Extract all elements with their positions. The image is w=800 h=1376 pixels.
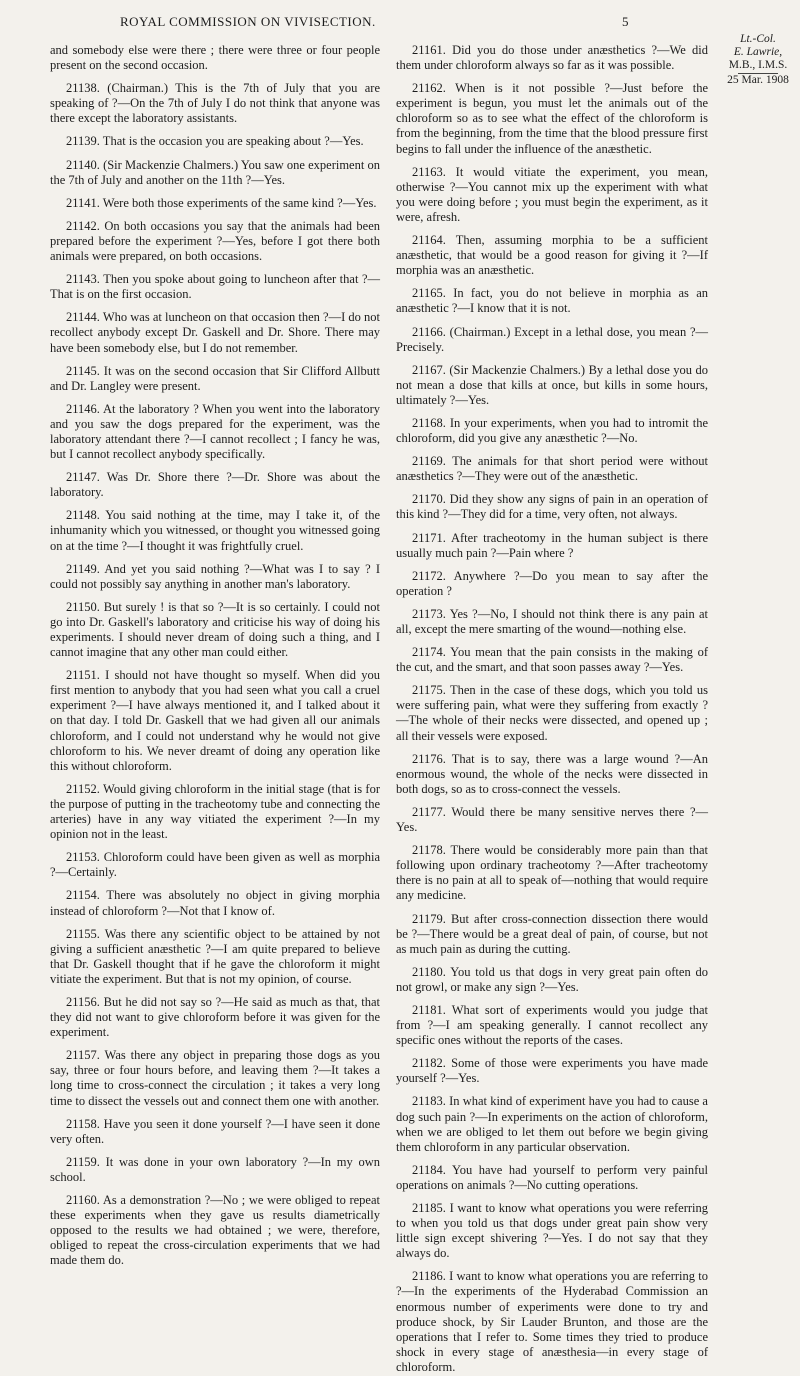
witness-rank: Lt.-Col. [740, 33, 776, 45]
testimony-paragraph: 21185. I want to know what operations you were referring to when you told us that dogs under great pain show very little sign except shivering ?—Yes. I do not say that they always do. [396, 1201, 708, 1261]
witness-date: 25 Mar. 1908 [727, 74, 789, 86]
testimony-paragraph: 21151. I should not have thought so myself. When did you first mention to anybody that you had seen what you call a cruel experiment ?—I have always mentioned it, and I talked about it on that day. I told Dr. Gaskell that we had given all our animals chloroform, and I could not understand why he would not give chloroform to his. We never dreamt of doing any operation like this without chloroform. [50, 668, 380, 773]
testimony-paragraph: 21164. Then, assuming morphia to be a sufficient anæsthetic, that would be a good reason for giving it ?—If morphia was an anæsthetic. [396, 233, 708, 278]
testimony-paragraph: 21184. You have had yourself to perform very painful operations on animals ?—No cutting operations. [396, 1162, 708, 1192]
testimony-paragraph: 21150. But surely ! is that so ?—It is so certainly. I could not go into Dr. Gaskell's laboratory and criticise his way of doing his experiments. I should never dream of doing such a thing, and I cannot imagine that any other man could either. [50, 599, 380, 660]
testimony-paragraph: 21171. After tracheotomy in the human subject is there usually much pain ?—Pain where ? [396, 530, 708, 560]
testimony-paragraph: 21172. Anywhere ?—Do you mean to say after the operation ? [396, 568, 708, 598]
witness-degrees: M.B., I.M.S. [728, 59, 788, 71]
testimony-paragraph: 21155. Was there any scientific object to be attained by not giving a sufficient anæsthetic ?—I am quite prepared to believe that Dr. Gaskell thought that if he gave the chloroform it might vitiate the experiment. But that is not my opinion, of course. [50, 926, 380, 986]
testimony-paragraph: 21183. In what kind of experiment have you had to cause a dog such pain ?—In experiments on the action of chloroform, when we are obliged to let them out before we begin giving them chloroform in any particular observation. [396, 1094, 708, 1154]
testimony-paragraph: 21141. Were both those experiments of the same kind ?—Yes. [66, 195, 377, 210]
testimony-paragraph: 21163. It would vitiate the experiment, you mean, otherwise ?—You cannot mix up the experiment with what you were doing before ; you must begin the experiment, as it were, afresh. [396, 164, 708, 224]
testimony-paragraph: 21160. As a demonstration ?—No ; we were obliged to repeat these experiments when they gave us results diametrically opposed to the results we had obtained ; we were, therefore, obliged to repeat the cross-circulation experiments that we had made them do. [50, 1193, 380, 1268]
testimony-paragraph: 21145. It was on the second occasion that Sir Clifford Allbutt and Dr. Langley were present. [50, 363, 380, 393]
testimony-paragraph: 21173. Yes ?—No, I should not think there is any pain at all, except the mere smarting of the wound—nothing else. [396, 606, 708, 636]
witness-name: E. Lawrie, [733, 46, 783, 58]
testimony-paragraph: 21180. You told us that dogs in very great pain often do not growl, or make any sign ?—Yes. [396, 964, 708, 994]
testimony-paragraph: 21153. Chloroform could have been given as well as morphia ?—Certainly. [50, 850, 380, 880]
testimony-paragraph: 21176. That is to say, there was a large wound ?—An enormous wound, the whole of the necks were dissected in both dogs, so as to cross-connect the vessels. [396, 751, 708, 796]
testimony-paragraph: 21156. But he did not say so ?—He said as much as that, that they did not want to give chloroform before it was given for the experiment. [50, 994, 380, 1040]
testimony-paragraph: 21162. When is it not possible ?—Just before the experiment is begun, you must let the animals out of the chloroform so as to see what the effect of the chloroform is from the beginning, from the time that the blood pressure first begins to fall under the influence of the anæsthetic. [396, 81, 708, 156]
testimony-paragraph: 21143. Then you spoke about going to luncheon after that ?—That is on the first occasion. [50, 272, 380, 302]
testimony-paragraph: 21139. That is the occasion you are speaking about ?—Yes. [66, 134, 364, 149]
testimony-paragraph: 21169. The animals for that short period were without anæsthetics ?—They were out of the anæsthetic. [396, 454, 708, 484]
testimony-paragraph: 21140. (Sir Mackenzie Chalmers.) You saw one experiment on the 7th of July and another on the 11th ?—Yes. [50, 157, 380, 187]
testimony-paragraph: 21154. There was absolutely no object in giving morphia instead of chloroform ?—Not that I know of. [50, 888, 380, 918]
testimony-paragraph: 21179. But after cross-connection dissection there would be ?—There would be a great deal of pain, of course, but not as much pain as during the cutting. [396, 911, 708, 956]
testimony-paragraph: 21182. Some of those were experiments you have made yourself ?—Yes. [396, 1056, 708, 1086]
running-title: ROYAL COMMISSION ON VIVISECTION. [120, 14, 376, 29]
testimony-paragraph: 21175. Then in the case of these dogs, which you told us were suffering pain, what were they suffering from exactly ?—The whole of their necks were dissected, and opened up ; all their vessels were exposed. [396, 683, 708, 743]
testimony-paragraph: 21159. It was done in your own laboratory ?—In my own school. [50, 1154, 380, 1184]
testimony-paragraph: 21147. Was Dr. Shore there ?—Dr. Shore was about the laboratory. [50, 470, 380, 500]
testimony-paragraph: 21158. Have you seen it done yourself ?—I have seen it done very often. [50, 1116, 380, 1146]
testimony-paragraph: 21174. You mean that the pain consists in the making of the cut, and the smart, and that soon passes away ?—Yes. [396, 645, 708, 675]
testimony-paragraph: 21165. In fact, you do not believe in morphia as an anæsthetic ?—I know that it is not. [396, 286, 708, 316]
testimony-paragraph: 21170. Did they show any signs of pain in an operation of this kind ?—They did for a time, very often, not always. [396, 492, 708, 522]
testimony-paragraph: 21177. Would there be many sensitive nerves there ?—Yes. [396, 804, 708, 835]
testimony-paragraph: 21142. On both occasions you say that the animals had been prepared before the experiment ?—Yes, before I got there both animals were prepared, on both occasions. [50, 218, 380, 264]
testimony-paragraph: and somebody else were there ; there were three or four people present on the second occasion. [50, 43, 380, 73]
page-number: 5 [622, 14, 629, 29]
testimony-paragraph: 21186. I want to know what operations you are referring to ?—In the experiments of the Hyderabad Commission an enormous number of experiments were done to try and produce shock, by Sir Lauder Brunton, and those are the operations that I refer to. Some times they tried to produce shock in every stage of anæsthesia—in every stage of chloroform. [396, 1269, 708, 1374]
testimony-paragraph: 21167. (Sir Mackenzie Chalmers.) By a lethal dose you do not mean a dose that kills at once, but kills in some hours, ultimately ?—Yes. [396, 362, 708, 407]
testimony-paragraph: 21168. In your experiments, when you had to intromit the chloroform, did you give any anæsthetic ?—No. [396, 415, 708, 446]
testimony-paragraph: 21149. And yet you said nothing ?—What was I to say ? I could not possibly say anything in another man's laboratory. [50, 561, 380, 591]
right-column [396, 43, 708, 1376]
testimony-paragraph: 21146. At the laboratory ? When you went into the laboratory and you saw the dogs prepared for the experiment, was the laboratory attendant there ?—I cannot recollect ; I fancy he was, but I cannot recollect anybody specifically. [50, 401, 380, 462]
witness-margin-note [718, 33, 798, 87]
testimony-paragraph: 21166. (Chairman.) Except in a lethal dose, you mean ?—Precisely. [396, 324, 708, 354]
testimony-paragraph: 21144. Who was at luncheon on that occasion then ?—I do not recollect anybody except Dr. Gaskell and Dr. Shore. There may have been somebody else, but I do not remember. [50, 310, 380, 355]
testimony-paragraph: 21161. Did you do those under anæsthetics ?—We did them under chloroform always so far as it was possible. [396, 43, 708, 73]
testimony-paragraph: 21152. Would giving chloroform in the initial stage (that is for the purpose of putting in the tracheotomy tube and connecting the arteries) have in any way vitiated the experiment ?—In my opinion not in the least. [50, 781, 380, 842]
left-column [50, 43, 380, 1269]
testimony-paragraph: 21178. There would be considerably more pain than that following upon ordinary tracheotomy ?—After tracheotomy there is no pain at all to speak of—nothing that would require any medicine. [396, 843, 708, 903]
testimony-paragraph: 21138. (Chairman.) This is the 7th of July that you are speaking of ?—On the 7th of July I do not think that anyone was there except the laboratory assistants. [50, 81, 380, 126]
testimony-paragraph: 21181. What sort of experiments would you judge that from ?—I am speaking generally. I cannot recollect any specific ones without the reports of the cases. [396, 1002, 708, 1048]
testimony-paragraph: 21148. You said nothing at the time, may I take it, of the inhumanity which you witnessed, or thought you witnessed going on at the time ?—I thought it was frightfully cruel. [50, 508, 380, 553]
testimony-paragraph: 21157. Was there any object in preparing those dogs as you say, three or four hours before, and leaving them ?—It takes a long time to cross-connect the circulation ; it takes a very long time to dissect the vessels out and connect them one with another. [50, 1048, 380, 1108]
